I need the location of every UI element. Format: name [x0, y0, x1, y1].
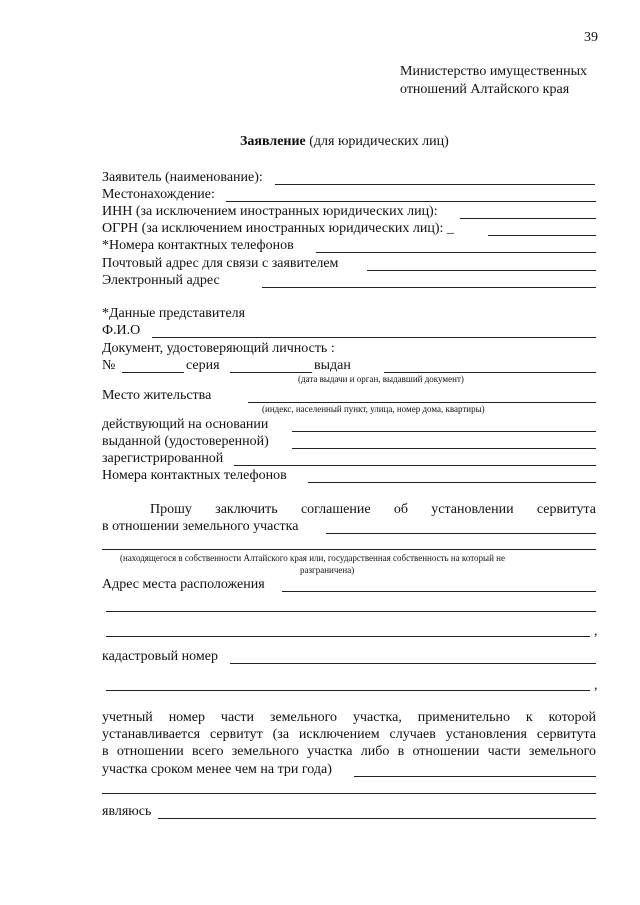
email-label: Электронный адрес: [102, 273, 220, 288]
address-label: Адрес места расположения: [102, 577, 265, 592]
account-number-field[interactable]: [354, 776, 596, 777]
email-field[interactable]: [262, 287, 596, 288]
land-plot-field[interactable]: [326, 533, 596, 534]
representative-header: *Данные представителя: [102, 306, 246, 321]
addressee-line-1: Министерство имущественных: [400, 64, 587, 79]
land-plot-hint-1: (находящегося в собственности Алтайского края или, государственная собственность на который не: [120, 553, 505, 563]
request-line-2: в отношении земельного участка: [102, 519, 299, 534]
land-plot-field-2[interactable]: [102, 549, 596, 550]
fio-label: Ф.И.О: [102, 323, 141, 338]
being-label: являюсь: [102, 804, 152, 819]
rep-phones-field[interactable]: [308, 482, 596, 483]
residence-field[interactable]: [248, 402, 596, 403]
doc-issued-hint: (дата выдачи и орган, выдавший документ): [298, 374, 464, 384]
residence-hint: (индекс, населенный пункт, улица, номер дома, квартиры): [262, 404, 485, 414]
doc-issued-label: выдан: [314, 358, 351, 373]
rep-phones-label: Номера контактных телефонов: [102, 468, 287, 483]
cadastral-field[interactable]: [230, 663, 596, 664]
cadastral-field-2[interactable]: [106, 690, 590, 691]
registered-field[interactable]: [234, 465, 596, 466]
address-field-3[interactable]: [106, 636, 590, 637]
contact-phones-label: *Номера контактных телефонов: [102, 238, 294, 253]
account-number-line-4: участка сроком менее чем на три года): [102, 762, 332, 777]
page-title: [240, 134, 449, 150]
location-field[interactable]: [226, 201, 596, 202]
request-line-1: Прошу заключить соглашение об установлении сервитута: [150, 502, 596, 517]
inn-label: ИНН (за исключением иностранных юридических лиц):: [102, 204, 438, 219]
title-rest: (для юридических лиц): [305, 134, 449, 149]
postal-address-label: Почтовый адрес для связи с заявителем: [102, 256, 339, 271]
residence-label: Место жительства: [102, 388, 212, 403]
doc-series-field[interactable]: [230, 372, 312, 373]
address-field-2[interactable]: [106, 611, 596, 612]
doc-series-label: серия: [186, 358, 220, 373]
ogrn-label: ОГРН (за исключением иностранных юридических лиц): _: [102, 221, 454, 236]
address-field[interactable]: [282, 591, 596, 592]
doc-number-field[interactable]: [122, 372, 184, 373]
land-plot-hint-2: разграничена): [300, 565, 355, 575]
id-document-label: Документ, удостоверяющий личность :: [102, 341, 335, 356]
postal-address-field[interactable]: [367, 270, 596, 271]
issued-by-label: выданной (удостоверенной): [102, 434, 269, 449]
cadastral-label: кадастровый номер: [102, 649, 218, 664]
being-field[interactable]: [158, 818, 596, 819]
applicant-name-field[interactable]: [275, 184, 595, 185]
issued-by-field[interactable]: [292, 448, 596, 449]
addressee-line-2: отношений Алтайского края: [400, 82, 570, 97]
location-label: Местонахождение:: [102, 187, 215, 202]
fio-field[interactable]: [152, 337, 596, 338]
registered-label: зарегистрированной: [102, 451, 224, 466]
doc-number-label: №: [102, 358, 116, 373]
applicant-name-label: Заявитель (наименование):: [102, 170, 263, 185]
contact-phones-field[interactable]: [316, 252, 596, 253]
account-number-field-2[interactable]: [102, 793, 596, 794]
title-bold: Заявление: [240, 134, 306, 149]
cadastral-comma: ,: [594, 678, 598, 693]
page-number: 39: [584, 30, 598, 45]
account-number-line-1: учетный номер части земельного участка, применительно к которой: [102, 710, 596, 725]
inn-field[interactable]: [460, 218, 596, 219]
account-number-line-3: в отношении всего земельного участка либо в отношении части земельного: [102, 744, 596, 759]
basis-field[interactable]: [292, 431, 596, 432]
account-number-line-2: устанавливается сервитут (за исключением случаев установления сервитута: [102, 727, 596, 742]
doc-issued-field[interactable]: [384, 372, 596, 373]
ogrn-field[interactable]: [488, 235, 596, 236]
address-comma: ,: [594, 624, 598, 639]
basis-label: действующий на основании: [102, 417, 269, 432]
